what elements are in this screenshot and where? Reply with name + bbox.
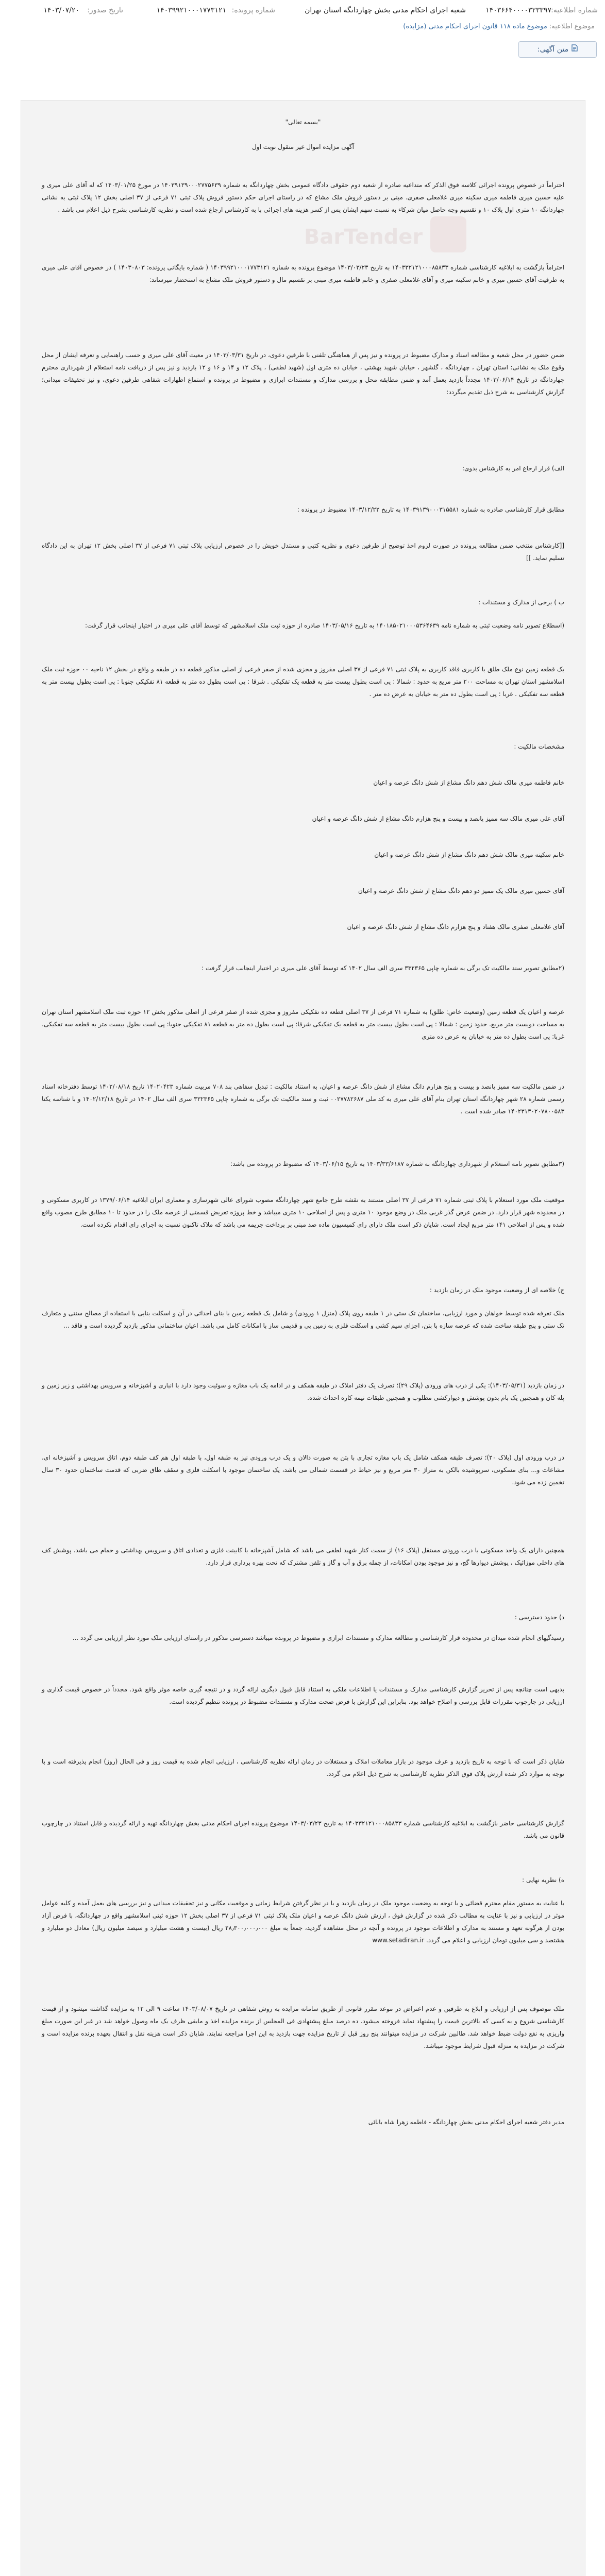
paragraph-deed-spec: عرصه و اعیان یک قطعه زمین (وضعیت خاص: طلق) به شماره ۷۱ فرعی از ۳۷ اصلی قطعه ده تفکیکی مفروز و مجزی شده از صفر فرعی از اصلی مذکور بخش ۱۲ حوزه ثبت ملک اسلامشهر استان تهران به مساحت دویست متر مربع. حدود زمین : شمالا : پی است بطول بیست متر به قطعه یک تفکیکی شرقا: پی است بطول ده متر به قطعه ۸۱ تفکیکی جنوبا: پی است بطول بیست متر به قطعه سه تفکیکی. غربا: پی است بطول ده متر به خیابان به عرض ده متری xyxy=(42,1008,565,1040)
paragraph-order-quote: [[کارشناس منتخب ضمن مطالعه پرونده در صورت لزوم اخذ توضیح از طرفین دعوی و نظریه کتبی و مستدل خویش را در خصوص ارزیابی پلاک ثبتی ۷۱ فرعی از ۳۷ اصلی بخش ۱۲ تهران به این دادگاه تسلیم نماید. ]] xyxy=(42,542,565,562)
paragraph-access: رسیدگیهای انجام شده میدان در محدوده قرار کارشناسی و مطالعه مدارک و مستندات ابرازی و مضبوط در پرونده میباشد دسترسی مذکور در راستای ارزیابی ملک مورد نظر ارزیابی می گردد ... xyxy=(72,1634,564,1641)
paragraph-reference: احتراماً بازگشت به ابلاغیه کارشناسی شماره ۱۴۰۳۳۲۱۲۱۰۰۰۸۵۸۳۳ به تاریخ ۱۴۰۳/۰۳/۲۳ موضوع پرونده به شماره ۱۴۰۳۹۹۲۱۰۰۰۱۷۷۳۱۲۱ ( شماره بایگانی پرونده: ۱۴۰۳۰۸۰۳ ) در خصوص آقای علی میری به طرفیت آقای حسین میری و خانم سکینه میری و آقای غلامعلی صفری و خانم فاطمه میری مبنی بر تقسیم مال و دستور فروش ملک مشاع به استحضار میرساند: xyxy=(42,264,565,283)
owner-5: آقای غلامعلی صفری مالک هفتاد و پنج هزارم دانگ مشاع از شش دانگ عرصه و اعیان xyxy=(347,923,564,930)
notice-no-label: شماره اطلاعیه: xyxy=(551,6,598,14)
owner-2: آقای علی میری مالک سه ممیز پانصد و بیست و پنج هزارم دانگ مشاع از شش دانگ عرصه و اعیان xyxy=(312,815,564,822)
paragraph-ownership-transfer: در ضمن مالکیت سه ممیز پانصد و بیست و پنج هزارم دانگ مشاع از شش دانگ عرصه و اعیان، به استناد مالکیت : تبدیل سفاهی بند ۷۰۸ مربیت شماره ۱۴۰۲۰۴۲۳ تاریخ ۱۴۰۲/۰۸/۱۸ توسط دفترخانه اسناد رسمی شماره ۲۸ شهر چهاردانگه استان تهران بنام آقای علی میری به کد ملی ۰۰۲۷۷۸۲۶۸۷ ثبت و سند مالکیت تک برگی به شماره چاپی ۳۳۲۳۶۵ سری الف سال ۱۴۰۲ در تاریخ ۱۴۰۲/۱۲/۱۸ و با شناسه یکتا ۱۴۰۲۳۱۳۰۲۰۷۸۰۰۵۸۳ صادر شده است . xyxy=(42,1083,565,1115)
svg-text:BarTender: BarTender xyxy=(304,225,423,249)
paragraph-building: ملک تعرفه شده توسط خواهان و مورد ارزیابی، ساختمان تک ستی در ۱ طبقه روی پلاک (منزل ۱ ورودی) و شامل یک قطعه زمین با بنای احداثی در آن و اسکلت بنایی با استفاده از مصالح سنتی و متعارف تک ستی و پنج طبقه ساخت شده که عرصه سازه با بتن، اجزای سیم کشی و اسکلت فلزی به زمین پی و قدیمی ساز با امکانات کامل می باشد. اعیان ساختمانی مذکور بازدید گردیده است و فاقد ... xyxy=(42,1310,564,1329)
owner-3: خانم سکینه میری مالک شش دهم دانگ مشاع از شش دانگ عرصه و اعیان xyxy=(374,851,564,858)
heading-access: د) حدود دسترسی : xyxy=(514,1614,564,1621)
paragraph-final-value: با عنایت به مستور مقام محترم قضائی و با توجه به وضعیت موجود ملک در زمان بازدید و با در نظر گرفتن شرایط زمانی و موقعیت مکانی و نیز تحقیقات میدانی و نیز بررسی های بعمل آمده و کلیه عوامل موثر در ارزیابی و نیز با عنایت به مطالب ذکر شده در گزارش فوق ، ارزش شش دانگ عرصه و اعیان ملک پلاک ثبتی ۷۱ فرعی از ۳۷ اصلی بخش ۱۲ حوزه ثبتی اسلامشهر واقع در چهاردانگه، با فرض آزاد بودن از هرگونه تعهد و مستند به مدارک و اطلاعات موجود در پرونده و آنچه در محل مشاهده گردید، جمعاً به مبلغ ۲۸٫۳۰۰٫۰۰۰٫۰۰۰ ریال (بیست و هشت میلیارد و سیصد میلیون ریال) معادل دو میلیارد و هشتصد و سی میلیون تومان ارزیابی و اعلام می گردد. www.setadiran.ir xyxy=(42,1900,565,1944)
paragraph-land-spec: یک قطعه زمین نوع ملک طلق با کاربری فاقد کاربری به پلاک ثبتی ۷۱ فرعی از ۳۷ اصلی مفروز و مجزی شده از صفر فرعی از اصلی مذکور قطعه ده در طبقه و واقع در بخش ۱۲ ناحیه ۰۰ حوزه ثبت ملک اسلامشهر استان تهران به مساحت ۲۰۰ متر مربع به حدود : شمالا : پی است بطول بیست متر به قطعه یک تفکیکی . شرقا : پی است بطول ده متر به قطعه ۸۱ تفکیکی جنوبا : پی است بطول بیست متر به قطعه سه تفکیکی . غربا : پی است بطول ده متر به خیابان به عرض ده متر . xyxy=(42,666,564,698)
paragraph-visit: ضمن حضور در محل شعبه و مطالعه اسناد و مدارک مضبوط در پرونده و نیز پس از هماهنگی تلفنی با طرفین دعوی، در تاریخ ۱۴۰۳/۰۳/۳۱ در معیت آقای علی میری و حسب راهنمایی و تعرفه ایشان از محل وقوع ملک به نشانی: استان تهران ، چهاردانگه ، گلشهر ، خیابان شهید بهشتی ، خیابان ده متری اول (شهید لطفی) ، پلاک ۱۲ و ۱۴ و ۱۶ و ۱۲ بازدید و نیز پس از دریافت نامه استعلام از شهرداری محترم چهاردانگه در تاریخ ۱۴۰۳/۰۶/۱۴ مجدداً بازدید بعمل آمد و ضمن مطابقه محل و بررسی مدارک و مستندات ابرازی و مضبوط در پرونده و استماع اظهارات شفاهی طرفین دعوی، و نیز تحقیقات میدانی؛ گزارش کارشناسی به شرح ذیل تقدیم میگردد: xyxy=(42,351,564,396)
heading-documents: ب ) برخی از مدارک و مستندات : xyxy=(478,599,564,606)
paragraph-municipality: (۳مطابق تصویر نامه استعلام از شهرداری چهاردانگه به شماره ۱۴۰۳/۳۳/۶۱۸۷ به تاریخ ۱۴۰۳/۰۶/۱۵ که مضبوط در پرونده می باشد: xyxy=(230,1160,564,1167)
ad-title: آگهی مزایده اموال غیر منقول نوبت اول xyxy=(252,143,354,150)
paragraph-valuation-date: شایان ذکر است که با توجه به تاریخ بازدید و عرف موجود در بازار معاملات املاک و مستغلات در زمان ارائه نظریه کارشناسی ، ارزیابی انجام شده به قیمت روز و فی الحال (روز) انجام پذیرفته است و با توجه به موارد ذکر شده ارزش پلاک فوق الذکر نظریه کارشناسی به شرح ذیل اعلام می گردد. xyxy=(42,1758,564,1777)
toolbar xyxy=(0,38,605,62)
ad-text-panel xyxy=(21,100,585,2576)
heading-current-status: ج) خلاصه ای از وضعیت موجود ملک در زمان بازدید : xyxy=(429,1286,564,1294)
owner-1: خانم فاطمه میری مالک شش دهم دانگ مشاع از شش دانگ عرصه و اعیان xyxy=(373,779,564,786)
watermark-logo xyxy=(260,209,477,265)
paragraph-disclaimer: بدیهی است چنانچه پس از تحریر گزارش کارشناسی مدارک و مستندات یا اطلاعات ملکی به استناد قابل قبول دیگری ارائه گردد و در نتیجه گیری خاصه موثر واقع شود. مجدداً در خصوص قیمت گذاری و ارزیابی در چارچوب مقررات قابل بررسی و اصلاح خواهد بود. بنابراین این گزارش با فرض صحت مدارک و مستندات مضبوط در پرونده تنظیم گردیده است. xyxy=(42,1686,564,1705)
signature-line: مدیر دفتر شعبه اجرای احکام مدنی بخش چهاردانگه - فاطمه زهرا شاه بابائی xyxy=(368,2119,564,2126)
paragraph-intro: احتراماً در خصوص پرونده اجرائی کلاسه فوق الذکر که متداعیه صادره از شعبه دوم حقوقی دادگاه عمومی بخش چهاردانگه به شماره ۱۴۰۳۹۱۳۹۰۰۰۲۷۷۵۶۳۹ در مورخ ۱۴۰۳/۰۱/۲۵ که له آقای علی میری و علیه حسین میری فاطمه میری سکینه میری غلامعلی صفری. مبنی بر دستور فروش ملک مشاع که در راستای اجرای حکم دستور فروش پلاک ثبتی ۷۱ فرعی از ۳۷ اصلی بخش ۱۲ پلاک ثبتی به نشانی چهاردانگه ۱۰ متری اول پلاک ۱۰ و تقسیم وجه حاصل میان شرکاء به نسبت سهم ایشان پس از کسر هزینه های اجرائی با به کارشناس ارجاع شده است و نظریه کارشناسی بشرح ذیل اعلام می باشد . xyxy=(42,181,565,213)
paragraph-report: گزارش کارشناسی حاضر بازگشت به ابلاغیه کارشناسی شماره ۱۴۰۳۳۲۱۲۱۰۰۰۸۵۸۳۳ به تاریخ ۱۴۰۳/۰۳/۲۳ موضوع پرونده اجرای احکام مدنی بخش چهاردانگه تهیه و ارائه گردیده و قابل استناد در چارچوب قانون می باشد. xyxy=(42,1820,564,1839)
branch-label: شعبه اجرای احکام مدنی بخش چهاردانگه استان تهران xyxy=(305,6,466,14)
notice-subject xyxy=(403,23,595,30)
paragraph-entrance-2: در درب ورودی اول (پلاک ۲۰)؛ تصرف طبقه همکف شامل یک باب مغازه تجاری با بتن به صورت دالان و یک درب ورودی نیز به طبقه اول، با طبقه اول هم کف طبقه دوم، اتاق سرویس و آشپزخانه ای، مشاعات و... بنای مسکونی، سرپوشیده بالکن به متراژ ۳۰ متر مربع و نیز حیاط در قسمت شمالی می باشد، یک ساختمان موجود با اسکلت فلزی و سقف طاق ضربی که قدمت ساختمان حدود ۳۰ سال تخمین زده می شود. xyxy=(42,1454,564,1486)
subject-value: موضوع ماده ۱۱۸ قانون اجرای احکام مدنی (مزایده) xyxy=(403,23,547,30)
document-icon xyxy=(572,42,578,57)
heading-ownership: مشخصات مالکیت : xyxy=(514,743,564,750)
paragraph-registry-letter: (اسطلاع تصویر نامه وضعیت ثبتی به شماره نامه ۱۴۰۱۸۵۰۲۱۰۰۰۵۳۶۴۶۳۹ به تاریخ ۱۴۰۳/۰۵/۱۶ صادره از حوزه ثبت ملک اسلامشهر که توسط آقای علی میری در اختیار اینجانب قرار گرفت: xyxy=(85,622,564,629)
main-text-label: متن آگهی: xyxy=(537,45,569,54)
paragraph-entrance-1: در زمان بازدید (۱۴۰۳/۰۵/۳۱): یکی از درب های ورودی (پلاک ۲۹)؛ تصرف یک دفتر املاک در طبقه همکف و در ادامه یک باب مغازه و سوئیت وجود دارد با انباری و آشپزخانه و سرویس بهداشتی و زیر زمین و پله کان و همچنین یک بام بدون پوشش و دیوارکشی مطلوب و همچنین طبقات نیمه کاره احداث شده. xyxy=(42,1382,564,1401)
paragraph-auction-terms: ملک موصوف پس از ارزیابی و ابلاغ به طرفین و عدم اعتراض در موعد مقرر قانونی از طریق سامانه مزایده به روش شفاهی در تاریخ ۱۴۰۳/۰۸/۰۷ ساعت ۹ الی ۱۲ به مزایده گذاشته میشود و از قیمت کارشناسی شروع و به کسی که بالاترین قیمت را پیشنهاد نماید فروخته میشود. ده درصد مبلغ پیشنهادی فی المجلس از برنده مزایده اخذ و مابقی ظرف یک ماه وصول خواهد شد در غیر این صورت مبلغ واریزی به نفع دولت ضبط خواهد شد. طالبین شرکت در مزایده میتوانند پنج روز قبل از تاریخ مزایده جهت بازدید به این اجرا مراجعه نمایند. شایان ذکر است هزینه نقل و انتقال بعهده برنده مزایده است و شرکت در مزایده به منزله قبول شرایط موجود میباشد. xyxy=(42,2005,564,2049)
notice-meta-row xyxy=(0,6,605,20)
notice-header xyxy=(0,0,605,36)
heading-final-opinion: ه) نظریه نهایی : xyxy=(522,1876,564,1884)
paragraph-deed: (۲مطابق تصویر سند مالکیت تک برگی به شماره چاپی ۳۳۲۳۶۵ سری الف سال ۱۴۰۲ که توسط آقای علی میری در اختیار اینجانب قرار گرفت : xyxy=(201,964,564,972)
owner-4: آقای حسین میری مالک یک ممیز دو دهم دانگ مشاع از شش دانگ عرصه و اعیان xyxy=(358,887,564,894)
main-text-button[interactable] xyxy=(518,41,597,58)
notice-no: ۱۴۰۳۶۶۴۰۰۰۰۳۲۳۳۹۷ xyxy=(485,6,551,14)
date-label: تاریخ صدور: xyxy=(87,6,123,14)
heading-referral: الف) قرار ارجاع امر به کارشناس بدوی: xyxy=(462,465,564,472)
issue-date: ۱۴۰۳/۰۷/۲۰ xyxy=(43,6,79,14)
case-no-label: شماره پرونده: xyxy=(231,6,275,14)
subject-label: موضوع اطلاعیه: xyxy=(549,23,595,30)
paragraph-municipality-reply: موقعیت ملک مورد استعلام با پلاک ثبتی شماره ۷۱ فرعی از ۳۷ اصلی مستند به نقشه طرح جامع شهر چهاردانگه مصوب شورای عالی شهرسازی و معماری ایران ابلاغیه ۱۳۷۹/۰۶/۱۴ در کاربری مسکونی و در محدوده شهر قرار دارد. در ضمن عرض گذر غربی ملک در وضع موجود ۱۰ متری و پس از اصلاحی ۱۰ متری میباشد و خط پروژه تعریض قسمتی از عرصه ملک را در حدود تا ۱۰ مطابق طرح مصوب واقع شده و پس از اصلاحی ۱۴۱ متر مربع ایجاد است. شایان ذکر است ملک دارای رای کمیسیون ماده صد مبنی بر پرداخت جریمه می باشد که ملاک تاکنون نسبت به اجرای رای اقدام نکرده است. xyxy=(42,1196,565,1228)
paragraph-residential-unit: همچنین دارای یک واحد مسکونی با درب ورودی مستقل (پلاک ۱۶) از سمت کنار شهید لطفی می باشد که شامل آشپزخانه با کابینت فلزی و تعدادی اتاق و سرویس بهداشتی و حمام می باشد. پوشش کف های داخلی موزائیک ، پوشش دیوارها گچ، و نیز موجود بودن امکانات، از جمله برق و آب و گاز و تلفن مشترک که تحت بهره برداری قرار دارد. xyxy=(42,1547,564,1566)
basmala: "بسمه تعالی" xyxy=(285,118,321,126)
paragraph-order: مطابق قرار کارشناسی صادره به شماره ۱۴۰۳۹۱۳۹۰۰۰۳۱۵۵۸۱ به تاریخ ۱۴۰۳/۱۲/۲۲ مضبوط در پرونده : xyxy=(297,506,564,513)
case-no: ۱۴۰۳۹۹۲۱۰۰۰۱۷۷۳۱۲۱ xyxy=(156,6,226,14)
